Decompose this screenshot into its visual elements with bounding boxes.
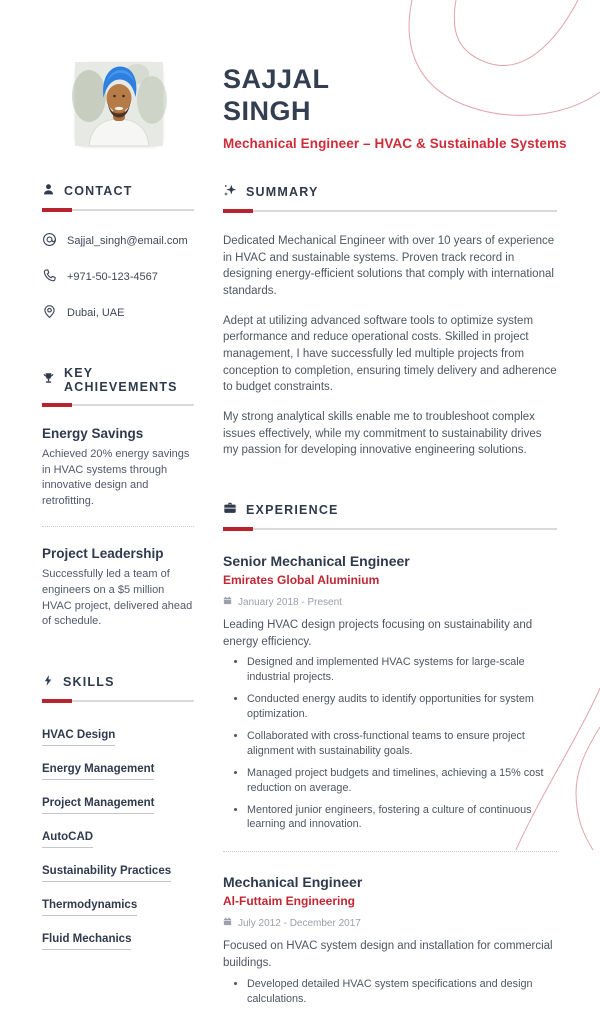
contact-item-email [42, 232, 194, 250]
skill-chip: Fluid Mechanics [42, 933, 131, 950]
contact-item-location [42, 304, 194, 322]
contact-heading [42, 183, 194, 199]
job-bullet-list [223, 655, 557, 832]
skill-chip: Energy Management [42, 763, 154, 780]
job-bullet: • Managed project budgets and timelines, achieving a 15% cost reduction on average. [247, 766, 557, 796]
summary-paragraph: Adept at utilizing advanced software tools to optimize system performance and reduce operational costs. Skilled in project management, I have successfully led multiple projects from conception to completion, ensuring timely delivery and adherence to budget constraints. [223, 314, 557, 394]
experience-rule [223, 527, 557, 531]
skills-rule [42, 699, 194, 703]
contact-location: Dubai, UAE [67, 307, 125, 319]
main-column [223, 183, 557, 1013]
experience-section [223, 501, 557, 1006]
skill-chip: Project Management [42, 797, 154, 814]
skill-chip: AutoCAD [42, 831, 93, 848]
skills-section [42, 674, 194, 963]
skills-heading-label: SKILLS [63, 674, 115, 689]
phone-icon [42, 268, 57, 286]
skills-list [42, 725, 194, 963]
skills-heading [42, 674, 194, 690]
headline: Mechanical Engineer – HVAC & Sustainable Systems [223, 136, 567, 151]
job-dates: July 2012 - December 2017 [238, 917, 361, 929]
achievement-entry [42, 546, 194, 629]
summary-paragraph: Dedicated Mechanical Engineer with over 10 years of experience in HVAC and sustainable systems. Proven track record in designing energy-efficient solutions that comply with international standards. [223, 235, 555, 298]
sparkle-icon [223, 183, 237, 200]
profile-photo [75, 62, 163, 146]
contact-list [42, 232, 194, 322]
achievement-entry [42, 426, 194, 509]
summary-paragraph: My strong analytical skills enable me to troubleshoot complex issues effectively, while my commitment to sustainability drives my passion for developing innovative engineering solutions. [223, 411, 542, 457]
contact-email: Sajjal_singh@email.com [67, 235, 188, 247]
job-bullet-list [223, 977, 557, 1007]
job-summary: Leading HVAC design projects focusing on sustainability and energy efficiency. [223, 619, 533, 648]
job-bullet: • Conducted energy audits to identify opportunities for system optimization. [247, 692, 557, 722]
job-company: Al-Futtaim Engineering [223, 894, 355, 909]
job-dates-row [223, 917, 557, 929]
contact-phone: +971-50-123-4567 [67, 271, 158, 283]
job-title: Senior Mechanical Engineer [223, 553, 410, 570]
first-name: SAJJAL [223, 64, 330, 94]
skill-chip: HVAC Design [42, 729, 115, 746]
contact-rule [42, 208, 194, 212]
job-company: Emirates Global Aluminium [223, 573, 380, 588]
sidebar [42, 183, 194, 1013]
job-summary: Focused on HVAC system design and installation for commercial buildings. [223, 940, 553, 969]
calendar-icon [223, 917, 232, 929]
job-bullet: • Developed detailed HVAC system specifications and design calculations. [247, 977, 557, 1007]
job-bullet: • Collaborated with cross-functional teams to ensure project alignment with sustainability goals. [247, 729, 557, 759]
achievement-title: Energy Savings [42, 426, 144, 441]
content-columns [0, 183, 600, 1013]
job-entry [223, 553, 557, 832]
achievement-text: Successfully led a team of engineers on a $5 million HVAC project, delivered ahead of schedule. [42, 568, 193, 628]
summary-rule [223, 209, 557, 213]
experience-heading-label: EXPERIENCE [246, 502, 339, 517]
briefcase-icon [223, 501, 237, 518]
achievements-rule [42, 403, 194, 407]
calendar-icon [223, 596, 232, 608]
job-entry [223, 874, 557, 1006]
achievement-text: Achieved 20% energy savings in HVAC systems through innovative design and retrofitting. [42, 448, 190, 507]
last-name: SINGH [223, 96, 312, 126]
achievement-title: Project Leadership [42, 546, 164, 562]
at-icon [42, 232, 57, 250]
achievements-heading [42, 366, 194, 394]
job-bullet: • Mentored junior engineers, fostering a culture of continuous learning and innovation. [247, 803, 557, 833]
header [0, 0, 600, 151]
job-divider [223, 851, 557, 852]
achievement-divider [42, 526, 194, 527]
contact-section [42, 183, 194, 322]
skill-chip: Thermodynamics [42, 899, 137, 916]
person-icon [42, 183, 55, 199]
contact-item-phone [42, 268, 194, 286]
summary-section [223, 183, 557, 459]
summary-text [223, 233, 557, 459]
bolt-icon [42, 674, 54, 690]
trophy-icon [42, 372, 55, 388]
job-dates: January 2018 - Present [238, 596, 342, 608]
job-bullet: • Designed and implemented HVAC systems for large-scale industrial projects. [247, 655, 557, 685]
achievements-section [42, 366, 194, 630]
job-dates-row [223, 596, 557, 608]
summary-heading [223, 183, 557, 200]
skill-chip: Sustainability Practices [42, 865, 171, 882]
experience-heading [223, 501, 557, 518]
summary-heading-label: SUMMARY [246, 184, 319, 199]
achievements-heading-label: KEY ACHIEVEMENTS [64, 366, 178, 394]
pin-icon [42, 304, 57, 322]
contact-heading-label: CONTACT [64, 184, 133, 198]
name-block [223, 62, 567, 151]
job-title: Mechanical Engineer [223, 874, 363, 891]
